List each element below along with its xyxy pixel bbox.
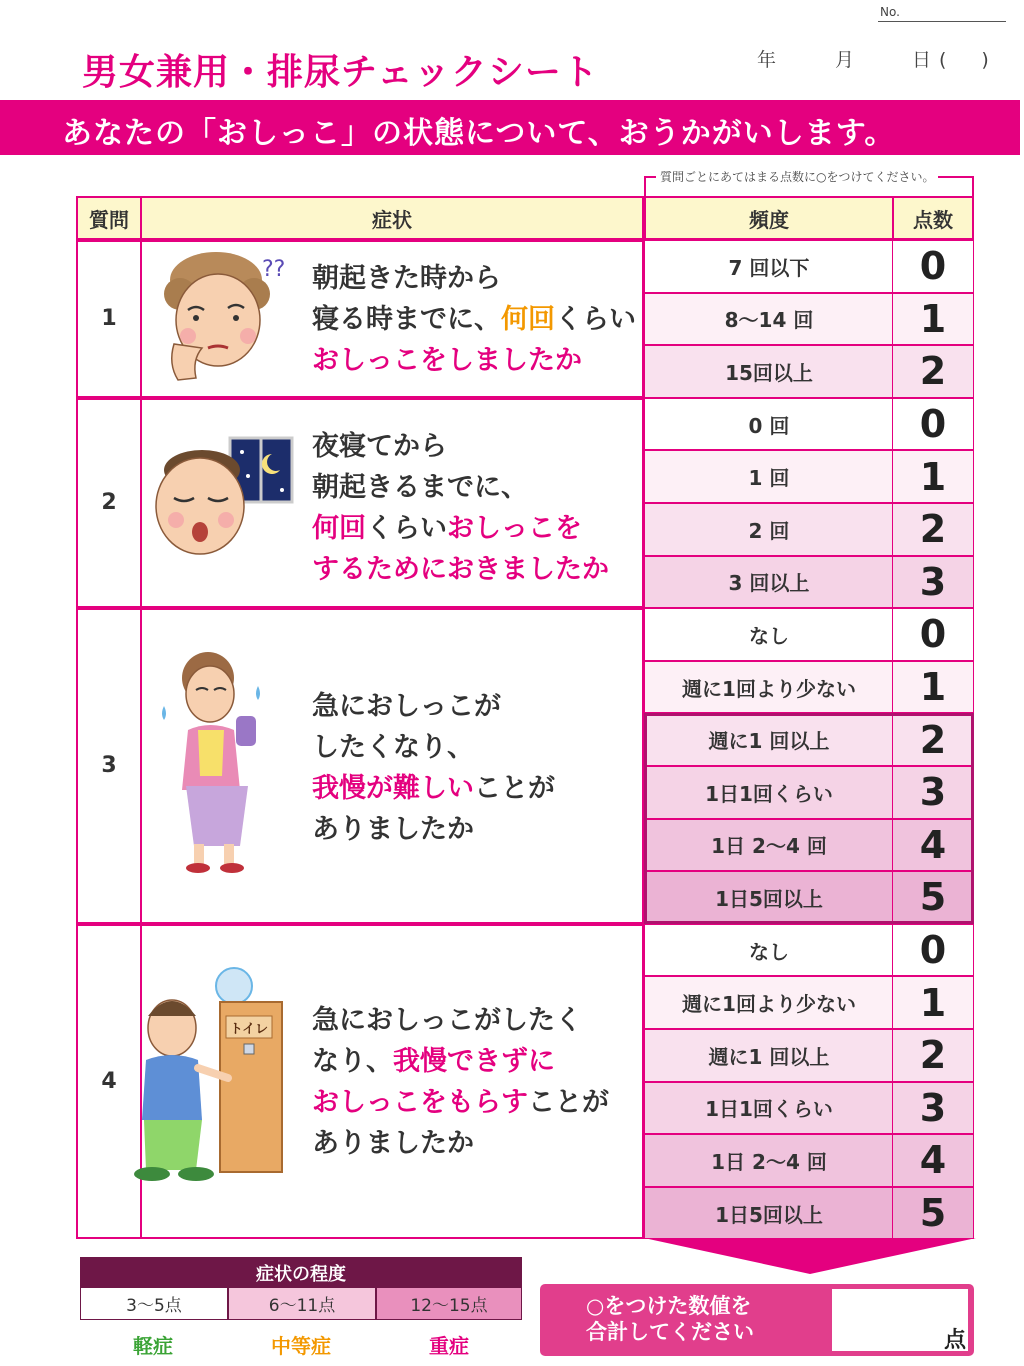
emphasis-text: するためにおきましたか: [312, 554, 609, 585]
plain-text: したくなり、: [312, 732, 474, 763]
frequency-option[interactable]: 週に1 回以上: [644, 1029, 894, 1082]
door-sign: トイレ: [229, 1022, 269, 1037]
confused-woman-illustration: [158, 248, 298, 388]
frequency-option[interactable]: 1日 2～4 回: [644, 1134, 894, 1187]
header-frequency: 頻度: [644, 196, 894, 240]
severity-label: 重症: [429, 1334, 469, 1358]
instruction-text: 質問ごとにあてはまる点数に○をつけてください。: [656, 168, 938, 185]
emphasis-text: 我慢できずに: [393, 1046, 555, 1077]
severity-label: 軽症: [133, 1334, 173, 1358]
total-instruction: [586, 1293, 754, 1345]
plain-text: 寝る時までに、: [312, 304, 501, 335]
score-option[interactable]: 2: [892, 1029, 974, 1082]
score-option[interactable]: 0: [892, 924, 974, 977]
svg-text:??: ??: [262, 257, 286, 282]
question-number: 4: [76, 924, 142, 1240]
total-line-2: 合計してください: [586, 1320, 754, 1344]
date-year: 年: [757, 49, 777, 71]
symptom-line: [312, 768, 555, 809]
score-option[interactable]: 1: [892, 293, 974, 346]
symptom-line: [312, 340, 636, 381]
score-option[interactable]: 1: [892, 661, 974, 714]
symptom-line: [312, 508, 609, 549]
score-option[interactable]: 0: [892, 240, 974, 293]
frequency-option[interactable]: なし: [644, 924, 894, 977]
frequency-option[interactable]: 週に1回より少ない: [644, 976, 894, 1029]
score-option[interactable]: 3: [892, 556, 974, 609]
score-option[interactable]: 2: [892, 503, 974, 556]
score-option[interactable]: 3: [892, 1082, 974, 1135]
symptom-line: [312, 1123, 609, 1164]
frequency-option[interactable]: 週に1回より少ない: [644, 661, 894, 714]
score-option[interactable]: 0: [892, 608, 974, 661]
symptom-line: [312, 809, 555, 850]
severity-range: 12～15点: [376, 1288, 522, 1320]
frequency-option[interactable]: 8～14 回: [644, 293, 894, 346]
plain-text: ことが: [528, 1087, 609, 1118]
emphasis-text: 我慢が難しい: [312, 773, 474, 804]
severity-range: 6～11点: [228, 1288, 376, 1320]
frequency-option[interactable]: 1日1回くらい: [644, 766, 894, 819]
score-option[interactable]: 1: [892, 976, 974, 1029]
total-score-input[interactable]: [832, 1289, 968, 1351]
symptom-line: [312, 299, 636, 340]
symptom-line: [312, 1082, 609, 1123]
header-question: 質問: [76, 196, 142, 240]
symptom-line: [312, 426, 609, 467]
header-symptom: 症状: [140, 196, 644, 240]
total-line-1: ○をつけた数値を: [586, 1294, 752, 1318]
plain-text: 朝起きた時から: [312, 263, 501, 294]
frequency-option[interactable]: 1 回: [644, 450, 894, 503]
question-number: 3: [76, 608, 142, 924]
symptom-question-text: [312, 1000, 609, 1164]
frequency-option[interactable]: 15回以上: [644, 345, 894, 398]
severity-range: 3～5点: [80, 1288, 228, 1320]
score-option[interactable]: 0: [892, 398, 974, 451]
frequency-option[interactable]: 7 回以下: [644, 240, 894, 293]
frequency-option[interactable]: 3 回以上: [644, 556, 894, 609]
emphasis-text: おしっこをもらす: [312, 1087, 528, 1118]
score-option[interactable]: 2: [892, 345, 974, 398]
man-toilet-door-illustration: [120, 964, 300, 1188]
frequency-option[interactable]: 週に1 回以上: [644, 713, 894, 766]
severity-title: 症状の程度: [80, 1257, 522, 1288]
score-option[interactable]: 4: [892, 819, 974, 872]
symptom-line: [312, 467, 609, 508]
date-month: 月: [835, 49, 855, 71]
score-option[interactable]: 1: [892, 450, 974, 503]
plain-text: なり、: [312, 1046, 393, 1077]
symptom-question-text: [312, 258, 636, 381]
plain-text: 急におしっこが: [312, 691, 501, 722]
plain-text: 朝起きるまでに、: [312, 472, 528, 503]
frequency-option[interactable]: 1日5回以上: [644, 1187, 894, 1240]
symptom-line: [312, 686, 555, 727]
plain-text: ありましたか: [312, 814, 474, 845]
sleepy-man-night-window-illustration: [150, 436, 300, 566]
frequency-option[interactable]: 1日1回くらい: [644, 1082, 894, 1135]
plain-text: ことが: [474, 773, 555, 804]
emphasis-text: 何回: [312, 513, 366, 544]
frequency-option[interactable]: 0 回: [644, 398, 894, 451]
severity-label: 中等症: [271, 1334, 331, 1358]
score-option[interactable]: 5: [892, 871, 974, 924]
plain-text: くらい: [555, 304, 636, 335]
plain-text: くらい: [366, 513, 447, 544]
score-option[interactable]: 2: [892, 713, 974, 766]
total-score-box: [540, 1284, 974, 1356]
frequency-option[interactable]: 1日 2～4 回: [644, 819, 894, 872]
question-number: 1: [76, 240, 142, 398]
subtitle-banner: [0, 100, 1020, 155]
frequency-option[interactable]: 2 回: [644, 503, 894, 556]
emphasis-text: おしっこを: [447, 513, 582, 544]
header-score: 点数: [892, 196, 974, 240]
plain-text: 夜寝てから: [312, 431, 447, 462]
frequency-option[interactable]: なし: [644, 608, 894, 661]
plain-text: 急におしっこがしたく: [312, 1005, 582, 1036]
symptom-question-text: [312, 426, 609, 590]
score-option[interactable]: 4: [892, 1134, 974, 1187]
symptom-line: [312, 1000, 609, 1041]
symptom-question-text: [312, 686, 555, 850]
score-option[interactable]: 5: [892, 1187, 974, 1240]
plain-text: ありましたか: [312, 1128, 474, 1159]
score-option[interactable]: 3: [892, 766, 974, 819]
symptom-line: [312, 549, 609, 590]
frequency-option[interactable]: 1日5回以上: [644, 871, 894, 924]
number-label: No.: [880, 5, 900, 19]
date-day: 日( ): [912, 49, 997, 71]
urgent-woman-illustration: [158, 646, 278, 876]
down-arrow-icon: [644, 1238, 976, 1274]
symptom-line: [312, 1041, 609, 1082]
page-title: 男女兼用・排尿チェックシート: [82, 52, 599, 93]
symptom-line: [312, 727, 555, 768]
banner-text: あなたの「おしっこ」の状態について、おうかがいします。: [62, 116, 896, 151]
emphasis-text: 何回: [501, 304, 555, 335]
symptom-line: [312, 258, 636, 299]
number-field[interactable]: [878, 21, 1006, 22]
question-number: 2: [76, 398, 142, 608]
total-unit: 点: [944, 1328, 967, 1353]
emphasis-text: おしっこをしましたか: [312, 345, 582, 376]
